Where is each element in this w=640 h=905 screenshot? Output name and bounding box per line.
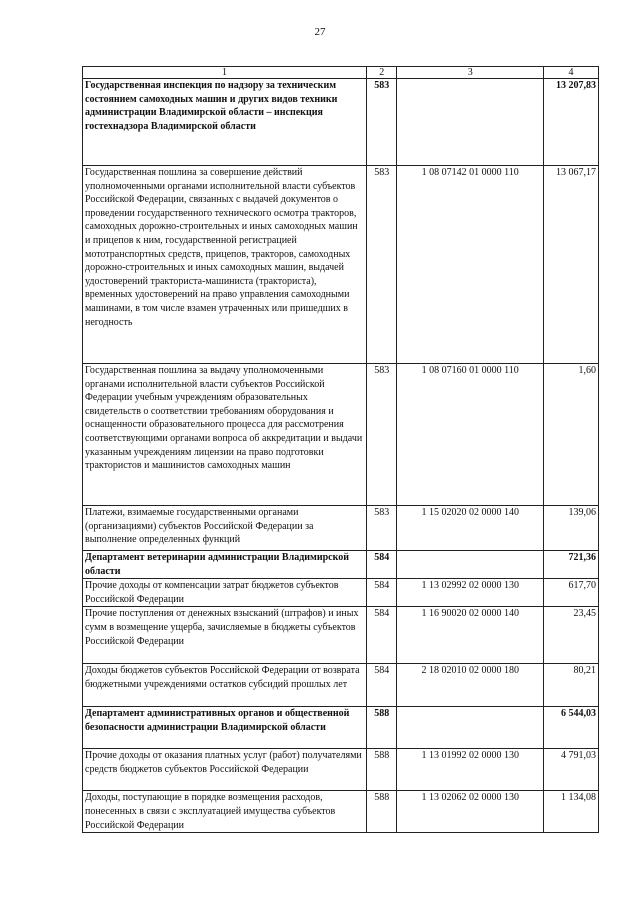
table-row-section: [83, 551, 599, 579]
table-row: [83, 506, 599, 551]
table-row: [83, 579, 599, 607]
column-header-2: 2: [366, 67, 397, 79]
row-code: 584: [366, 551, 397, 579]
row-sum: 13 207,83: [544, 79, 599, 166]
row-sum: 13 067,17: [544, 166, 599, 364]
row-code: 584: [366, 579, 397, 607]
row-name: Государственная пошлина за совершение действий уполномоченными органами исполнительной власти субъектов Российской Федерации, связанных с выдачей документов о проведении государственного технического осмотра тракторов, самоходных дорожно-строительных и иных самоходных машин и прицепов к ним, государственной регистрацией мототранспортных средств, прицепов, тракторов, самоходных дорожно-строительных и иных самоходных машин, выдачей удостоверений тракториста-машиниста (тракториста), временных удостоверений на право управления самоходными машинами, в том числе взамен утраченных или пришедших в негодность: [83, 166, 367, 364]
row-sum: 23,45: [544, 607, 599, 664]
row-code: 583: [366, 79, 397, 166]
row-code: 588: [366, 791, 397, 833]
row-name: Департамент административных органов и общественной безопасности администрации Владимирской области: [83, 707, 367, 749]
table-row: [83, 664, 599, 707]
row-kbk: 1 15 02020 02 0000 140: [397, 506, 544, 551]
row-kbk: 1 16 90020 02 0000 140: [397, 607, 544, 664]
table-row: [83, 607, 599, 664]
row-name: Доходы бюджетов субъектов Российской Федерации от возврата бюджетными учреждениями остатков субсидий прошлых лет: [83, 664, 367, 707]
row-code: 588: [366, 707, 397, 749]
row-sum: 721,36: [544, 551, 599, 579]
table-row: [83, 364, 599, 506]
row-code: 583: [366, 166, 397, 364]
table-row: [83, 749, 599, 791]
row-sum: 617,70: [544, 579, 599, 607]
row-code: 584: [366, 664, 397, 707]
row-kbk: 1 13 02992 02 0000 130: [397, 579, 544, 607]
row-code: 584: [366, 607, 397, 664]
row-kbk: 2 18 02010 02 0000 180: [397, 664, 544, 707]
column-header-4: 4: [544, 67, 599, 79]
row-kbk: 1 13 02062 02 0000 130: [397, 791, 544, 833]
row-name: Прочие поступления от денежных взысканий (штрафов) и иных сумм в возмещение ущерба, зачисляемые в бюджеты субъектов Российской Федерации: [83, 607, 367, 664]
row-code: 583: [366, 506, 397, 551]
table-row: [83, 166, 599, 364]
row-code: 588: [366, 749, 397, 791]
row-kbk: [397, 707, 544, 749]
row-name: Прочие доходы от компенсации затрат бюджетов субъектов Российской Федерации: [83, 579, 367, 607]
row-name: Прочие доходы от оказания платных услуг (работ) получателями средств бюджетов субъектов Российской Федерации: [83, 749, 367, 791]
row-name: Государственная пошлина за выдачу уполномоченными органами исполнительной власти субъектов Российской Федерации учебным учреждениям образовательных свидетельств о соответствии требованиям оборудования и оснащенности образовательного процесса для рассмотрения соответствующими органами вопроса об аккредитации и выдачи указанным учреждениям лицензии на право подготовки трактористов и машинистов самоходных машин: [83, 364, 367, 506]
row-kbk: 1 08 07160 01 0000 110: [397, 364, 544, 506]
table-header-row: [83, 67, 599, 79]
table-row-section: [83, 79, 599, 166]
row-sum: 80,21: [544, 664, 599, 707]
page-number: 27: [314, 26, 326, 38]
row-sum: 1,60: [544, 364, 599, 506]
row-sum: 1 134,08: [544, 791, 599, 833]
column-header-3: 3: [397, 67, 544, 79]
row-name: Департамент ветеринарии администрации Владимирской области: [83, 551, 367, 579]
table-row-section: [83, 707, 599, 749]
column-header-1: 1: [83, 67, 367, 79]
table-row: [83, 791, 599, 833]
row-kbk: 1 13 01992 02 0000 130: [397, 749, 544, 791]
row-name: Доходы, поступающие в порядке возмещения расходов, понесенных в связи с эксплуатацией имущества субъектов Российской Федерации: [83, 791, 367, 833]
row-sum: 139,06: [544, 506, 599, 551]
row-kbk: [397, 79, 544, 166]
row-kbk: 1 08 07142 01 0000 110: [397, 166, 544, 364]
row-sum: 4 791,03: [544, 749, 599, 791]
row-code: 583: [366, 364, 397, 506]
row-name: Платежи, взимаемые государственными органами (организациями) субъектов Российской Федерации за выполнение определенных функций: [83, 506, 367, 551]
row-kbk: [397, 551, 544, 579]
row-name: Государственная инспекция по надзору за техническим состоянием самоходных машин и других видов техники администрации Владимирской области – инспекция гостехнадзора Владимирской области: [83, 79, 367, 166]
row-sum: 6 544,03: [544, 707, 599, 749]
revenue-table: [82, 66, 599, 833]
